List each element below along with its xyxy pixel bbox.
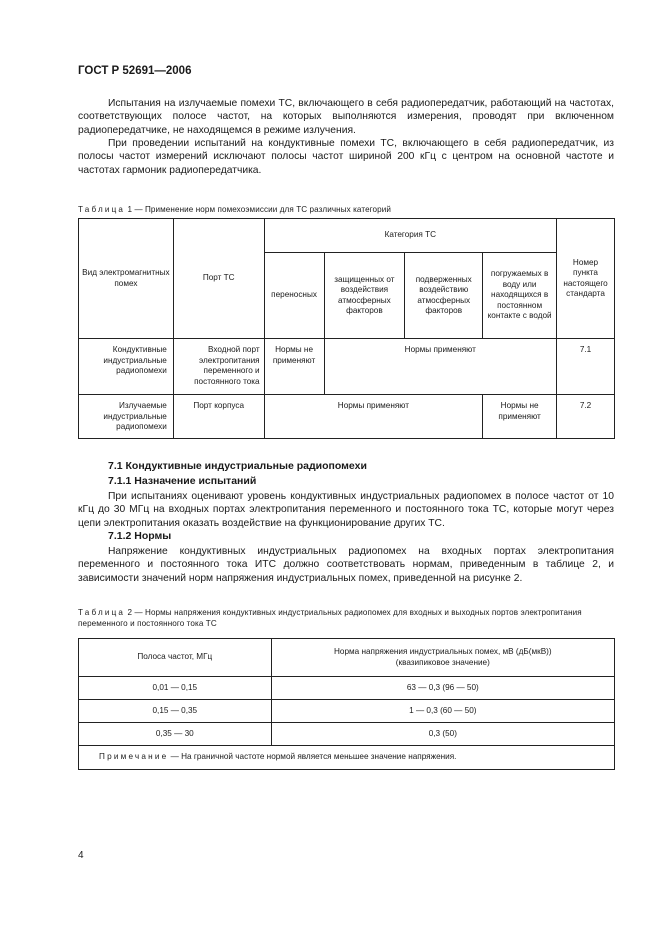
- table-row: [79, 723, 615, 746]
- table2-caption-word: Таблица: [78, 608, 126, 617]
- table2-row3-norm: 0,3 (50): [271, 723, 614, 746]
- table1-row2-port: Порт корпуса: [173, 395, 264, 439]
- table2-note-word: Примечание: [99, 752, 169, 762]
- table2-caption-text: 2 — Нормы напряжения кондуктивных индустриальных радиопомех для входных и выходных портов электропитания переменного и постоянного тока ТС: [78, 608, 582, 628]
- subsection-text-purpose: При испытаниях оценивают уровень кондуктивных индустриальных радиопомех в полосе частот от 10 кГц до 30 МГц на входных портах электропитания переменного и постоянного тока ТС, которые могут через цепи электропитания оказать воздействие на функционирование других ТС.: [78, 491, 614, 529]
- table1-row1-norms: Нормы применяют: [324, 339, 557, 395]
- subsection-heading-purpose: 7.1.1 Назначение испытаний: [108, 475, 257, 487]
- table1-row2-submerged: Нормы не применяют: [483, 395, 557, 439]
- table2-note-text: — На граничной частоте нормой является меньшее значение напряжения.: [170, 752, 457, 762]
- table2-row1-band: 0,01 — 0,15: [79, 677, 272, 700]
- table1-header-type: Вид электромагнитных помех: [79, 219, 174, 339]
- page-header: ГОСТ Р 52691—2006: [78, 65, 192, 77]
- table1-row1-port: [173, 339, 264, 395]
- table2-row2-norm: 1 — 0,3 (60 — 50): [271, 700, 614, 723]
- table2-header-norm-line2: (квазипиковое значение): [395, 657, 490, 667]
- table1-header-protected: защищенных от воздействия атмосферных факторов: [324, 253, 405, 339]
- page-number: 4: [78, 850, 84, 861]
- table1-header-portable: переносных: [264, 253, 324, 339]
- table2-row3-band: 0,35 — 30: [79, 723, 272, 746]
- section-heading: 7.1 Кондуктивные индустриальные радиопомехи: [108, 460, 367, 472]
- table1-header-submerged: погружаемых в воду или находящихся в постоянном контакте с водой: [483, 253, 557, 339]
- table-row: [79, 700, 615, 723]
- table1-row1-portable: Нормы не применяют: [264, 339, 324, 395]
- table-row: [79, 746, 615, 770]
- intro-paragraph-1: Испытания на излучаемые помехи ТС, включающего в себя радиопередатчик, работающий на частотах, соответствующих полосе частот, на которых выполняются измерения, проводят при включенном радиопередатчике, не находящемся в режиме излучения.: [78, 98, 614, 136]
- intro-paragraph-2: При проведении испытаний на кондуктивные помехи ТС, включающего в себя радиопередатчик, из полосы частот измерений исключают полосы частот шириной 200 кГц с центром на основной частоте и частотах гармоник радиопередатчика.: [78, 138, 614, 176]
- table1-caption: [78, 204, 391, 215]
- table1-header-port: Порт ТС: [173, 219, 264, 339]
- table1-row1-clause: 7.1: [557, 339, 615, 395]
- table1-caption-text: 1 — Применение норм помехоэмиссии для ТС различных категорий: [127, 205, 391, 214]
- table1-header-clause: Номер пункта настоящего стандарта: [557, 219, 615, 339]
- table2-header-norm-line1: Норма напряжения индустриальных помех, мВ (дБ(мкВ)): [333, 647, 552, 656]
- table1: [78, 218, 615, 439]
- table1-header-exposed: подверженных воздействию атмосферных факторов: [405, 253, 483, 339]
- table2-row2-band: 0,15 — 0,35: [79, 700, 272, 723]
- table2-caption: [78, 607, 615, 629]
- subsection-text-norms: Напряжение кондуктивных индустриальных радиопомех на входных портах электропитания переменного и постоянного тока ИТС должно соответствовать нормам, приведенным в таблице 2, и зависимости значений норм напряжения индустриальных помех, приведенной на рисунке 2.: [78, 546, 614, 584]
- table1-row1-type: Кондуктивные индустриальные радиопомехи: [79, 339, 174, 395]
- table1-header-category: Категория ТС: [264, 219, 556, 253]
- table2-row1-norm: 63 — 0,3 (96 — 50): [271, 677, 614, 700]
- table-row: [79, 339, 615, 395]
- table1-row1-port-text: Входной порт электропитания переменного и постоянного тока: [194, 345, 260, 386]
- table2-header-norm: [271, 639, 614, 677]
- table2-note: [79, 746, 615, 770]
- table1-row2-type: Излучаемые индустриальные радиопомехи: [79, 395, 174, 439]
- table1-caption-word: Таблица: [78, 205, 126, 214]
- table-row: [79, 677, 615, 700]
- table1-row2-clause: 7.2: [557, 395, 615, 439]
- table2-header-band: Полоса частот, МГц: [79, 639, 272, 677]
- table-row: [79, 395, 615, 439]
- table2: [78, 638, 615, 770]
- table1-row2-norms: Нормы применяют: [264, 395, 483, 439]
- subsection-heading-norms: 7.1.2 Нормы: [108, 530, 172, 542]
